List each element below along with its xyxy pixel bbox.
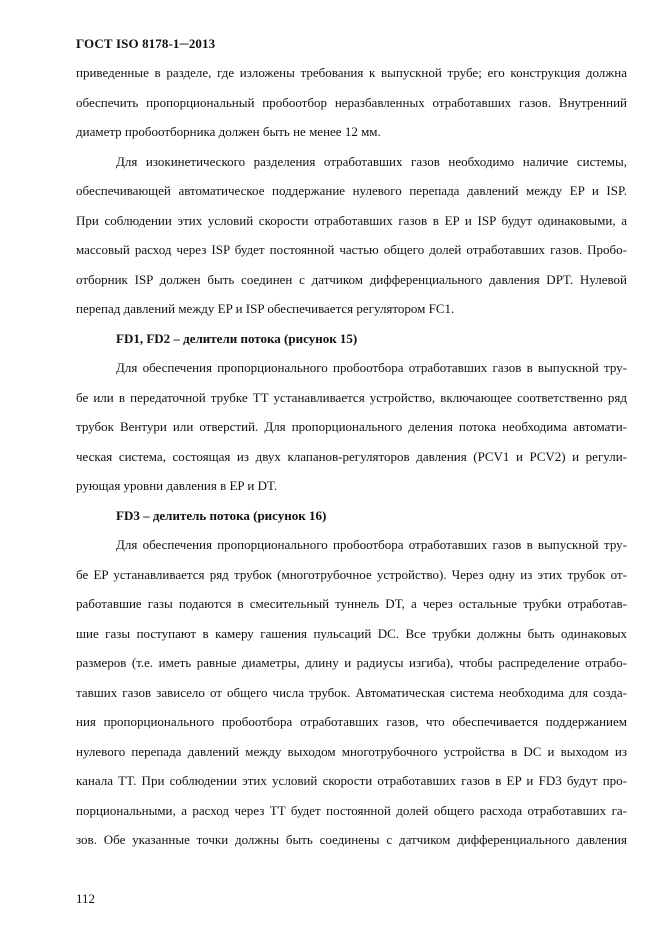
text-line: трубок Вентури или отверстий. Для пропорционального деления потока необходима автомати- (76, 419, 627, 434)
text-line: перепад давлений между EP и ISP обеспечивается регулятором FC1. (76, 301, 455, 316)
text-line: ческая система, состоящая из двух клапанов-регуляторов давления (PCV1 и PCV2) и регули- (76, 448, 627, 464)
document-header: ГОСТ ISO 8178-1─2013 (76, 36, 216, 51)
text-line: шие газы поступают в камеру гашения пульсаций DC. Все трубки должны быть одинаковых (76, 625, 627, 641)
text-line: Для обеспечения пропорционального пробоотбора отработавших газов в выпускной тру- (116, 360, 627, 375)
text-line: обеспечить пропорциональный пробоотбор неразбавленных отработавших газов. Внутренний (76, 94, 627, 110)
text-line: приведенные в разделе, где изложены требования к выпускной трубе; его конструкция должна (76, 65, 627, 80)
text-line: рующая уровни давления в EP и DT. (76, 478, 278, 493)
text-line: Для изокинетического разделения отработавших газов необходимо наличие системы, (116, 153, 627, 169)
text-line: канала TT. При соблюдении этих условий скорости отработавших газов в EP и FD3 будут про- (76, 773, 627, 788)
text-line: зов. Обе указанные точки должны быть соединены с датчиком дифференциального давления (76, 832, 627, 847)
text-line: порциональными, а расход через TT будет постоянной долей общего расхода отработавших га- (76, 802, 627, 818)
text-line: Для обеспечения пропорционального пробоотбора отработавших газов в выпускной тру- (116, 537, 627, 552)
text-line: бе или в передаточной трубке TT устанавливается устройство, включающее соответственно ряд (76, 389, 627, 405)
text-line: работавшие газы подаются в смесительный туннель DT, а через остальные трубки отработав- (76, 596, 627, 611)
text-line: тавших газов зависело от общего числа трубок. Автоматическая система необходима для созда- (76, 684, 627, 700)
text-line: обеспечивающей автоматическое поддержание нулевого перепада давлений между EP и ISP. (76, 183, 627, 198)
section-heading: FD3 – делитель потока (рисунок 16) (116, 507, 327, 523)
document-body (76, 58, 627, 855)
page-number: 112 (76, 891, 96, 906)
text-line: При соблюдении этих условий скорости отработавших газов в EP и ISP будут одинаковыми, а (76, 212, 627, 228)
text-line: отборник ISP должен быть соединен с датчиком дифференциального давления DPT. Нулевой (76, 271, 627, 287)
text-line: бе EP устанавливается ряд трубок (многотрубочное устройство). Через одну из этих трубок от- (76, 566, 627, 582)
text-line: размеров (т.е. иметь равные диаметры, длину и радиусы изгиба), чтобы распределение отрабо- (76, 655, 627, 670)
text-line: нулевого перепада давлений между выходом многотрубочного устройства в DC и выходом из (76, 743, 627, 759)
text-line: массовый расход через ISP будет постоянной частью общего долей отработавших газов. Пробо- (76, 242, 627, 257)
section-heading: FD1, FD2 – делители потока (рисунок 15) (116, 330, 358, 346)
text-line: диаметр пробоотборника должен быть не менее 12 мм. (76, 124, 381, 139)
text-line: ния пропорционального пробоотбора отработавших газов, что обеспечивается поддержанием (76, 714, 627, 729)
